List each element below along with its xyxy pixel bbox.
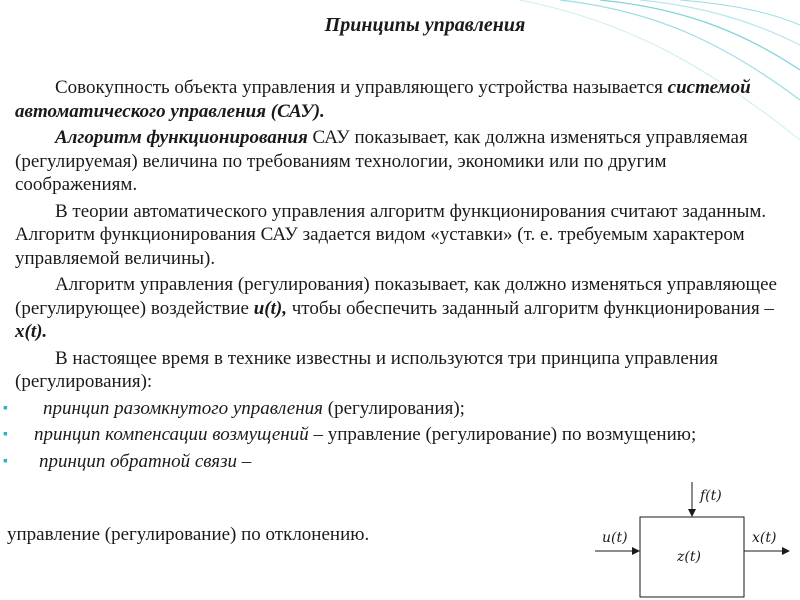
bullet-text: (регулирования); (323, 397, 465, 419)
disturbance-label: f(t) (700, 488, 722, 504)
paragraph-algorithm-control (15, 273, 785, 344)
term-algorithm-functioning: Алгоритм функционирования (55, 127, 308, 148)
paragraph-text: Алгоритм управления (регулирования) показывает, как должно изменяться управляющее (регулирующее) воздействие (15, 274, 777, 319)
bullet-term: принцип компенсации возмущений (34, 424, 309, 445)
bullet-feedback (3, 450, 785, 474)
bullet-marker-icon: ▪ (3, 427, 8, 442)
bullet-term: принцип обратной связи – (39, 450, 252, 472)
paragraph-text: САУ показывает, как должна изменяться управляемая (регулируемая) величина по требованиям технологии, экономики или по другим соображениям. (15, 127, 748, 195)
bullet-term: принцип разомкнутого управления (43, 397, 323, 419)
paragraph-theory: В теории автоматического управления алгоритм функционирования считают заданным. Алгоритм функционирования САУ задается видом «уставки» (т. е. требуемым характером управляемой величины). (15, 200, 767, 269)
term-sau: системой автоматического управления (САУ). (15, 77, 751, 122)
feedback-description: управление (регулирование) по отклонению. (7, 524, 370, 545)
state-label: z(t) (677, 549, 701, 565)
output-label: x(t) (752, 530, 777, 546)
slide-title: Принципы управления (324, 14, 526, 36)
symbol-x-t: x(t). (15, 321, 48, 342)
input-label: u(t) (602, 530, 628, 546)
slide-body (3, 76, 785, 476)
paragraph-text: чтобы обеспечить заданный алгоритм функционирования – (286, 297, 774, 319)
bullet-marker-icon: ▪ (3, 453, 8, 469)
paragraph-algorithm-functioning (15, 126, 785, 197)
bullet-marker-icon: ▪ (3, 400, 8, 416)
paragraph-principles-intro: В настоящее время в технике известны и используются три принципа управления (регулирования): (15, 347, 718, 392)
paragraph-text: Совокупность объекта управления и управляющего устройства называется (55, 77, 668, 98)
block-diagram (590, 478, 790, 600)
bullet-compensation (3, 423, 785, 447)
paragraph-definition (15, 76, 785, 123)
bullet-text: – управление (регулирование) по возмущению; (308, 424, 697, 445)
symbol-u-t: u(t), (253, 297, 287, 319)
bullet-open-loop (3, 397, 785, 421)
